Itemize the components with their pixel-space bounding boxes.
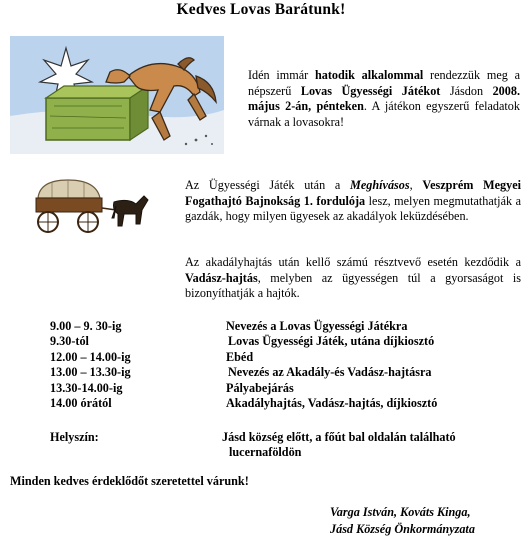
schedule-event: Ebéd <box>226 350 254 364</box>
schedule <box>0 319 522 415</box>
signature-line-1: Varga István, Kováts Kinga, <box>330 505 471 519</box>
schedule-time: 9.30-tól <box>50 334 89 348</box>
schedule-row <box>0 350 522 365</box>
schedule-row <box>0 334 522 349</box>
schedule-event: Pályabejárás <box>226 381 294 395</box>
schedule-row <box>0 365 522 380</box>
location-label: Helyszín: <box>50 430 99 444</box>
horse-jump-illustration <box>10 36 224 154</box>
schedule-row <box>0 381 522 396</box>
schedule-event: Nevezés a Lovas Ügyességi Játékra <box>226 319 408 333</box>
signature-line-2: Jásd Község Önkormányzata <box>330 522 475 536</box>
schedule-row <box>0 396 522 411</box>
second-paragraph: Az Ügyességi Játék után a Meghívásos, Veszprém Megyei Fogathajtó Bajnokság 1. fordulója lesz, melyen megmutathatják a gazdák, hogy milyen ügyesek az akadályok leküzdésében. <box>185 178 522 223</box>
schedule-time: 14.00 órától <box>50 396 112 410</box>
schedule-time: 13.30-14.00-ig <box>50 381 123 395</box>
intro-paragraph: Idén immár hatodik alkalommal rendezzük meg a népszerű Lovas Ügyességi Játékot Jásdon 2008. május 2-án, pénteken. A játékon egyszerű feladatok várnak a lovasokra! <box>248 68 520 129</box>
schedule-row <box>0 319 522 334</box>
location-line-1: Jásd község előtt, a főút bal oldalán található <box>222 430 456 444</box>
closing-text: Minden kedves érdeklődőt szeretettel várunk! <box>10 474 249 488</box>
wagon-illustration <box>32 178 150 244</box>
schedule-event: Nevezés az Akadály-és Vadász-hajtásra <box>228 365 432 379</box>
location-line-2: lucernaföldön <box>229 445 302 459</box>
page-title: Kedves Lovas Barátunk! <box>176 1 346 18</box>
schedule-event: Akadályhajtás, Vadász-hajtás, díjkiosztó <box>226 396 438 410</box>
schedule-event: Lovas Ügyességi Játék, utána díjkiosztó <box>228 334 435 348</box>
schedule-time: 13.00 – 13.30-ig <box>50 365 131 379</box>
schedule-time: 12.00 – 14.00-ig <box>50 350 131 364</box>
schedule-time: 9.00 – 9. 30-ig <box>50 319 122 333</box>
third-paragraph: Az akadályhajtás után kellő számú résztvevő esetén kezdődik a Vadász-hajtás, melyben az ügyességen túl a gyorsaságot is bizonyíthatják a hajtók. <box>185 255 521 300</box>
